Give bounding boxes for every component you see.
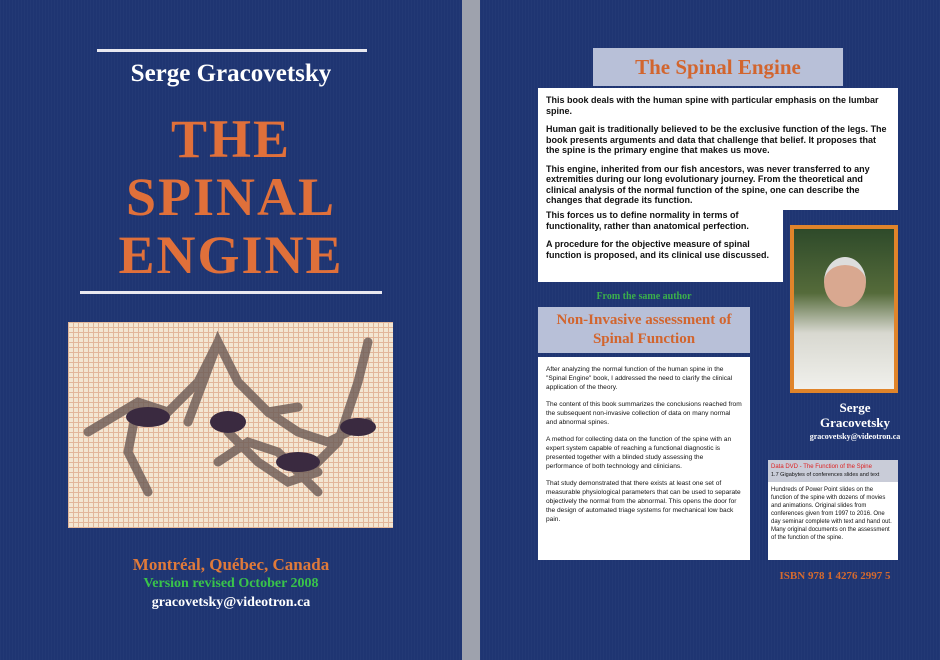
cover-version: Version revised October 2008 [143, 576, 319, 591]
title-line: ENGINE [118, 225, 344, 285]
divider [97, 49, 367, 52]
author-last: Gracovetsky [819, 415, 891, 430]
book2-paragraph: A method for collecting data on the function of the spine with an expert system capable of reaching a functional diagnostic is presented together with a blinded study assessing the performance of both technology and clinicians. [546, 436, 732, 470]
summary-box-lower [538, 208, 783, 282]
summary-paragraph: This forces us to define normality in terms of functionality, rather than anatomical perfection. [546, 210, 749, 231]
same-author-label: From the same author [596, 291, 692, 302]
dvd-text: Hundreds of Power Point slides on the function of the spine with dozens of movies and animations. Original slides from conferences given from 1997 to 2016. One day seminar complete with text and hand out. Many original documents on the assessment of the function of the spine. [771, 487, 892, 541]
gymnast-figures-image [68, 322, 393, 528]
summary-paragraph: A procedure for the objective measure of spinal function is proposed, and its clinical use discussed. [546, 239, 770, 260]
summary-paragraph: This book deals with the human spine with particular emphasis on the lumbar spine. [546, 95, 879, 116]
back-title: The Spinal Engine [593, 48, 843, 86]
author-photo [790, 225, 898, 393]
summary-paragraph: Human gait is traditionally believed to be the exclusive function of the legs. The book presents arguments and data that challenge that belief. It proposes that the spine is the primary engine that makes us move. [546, 124, 887, 155]
dvd-box [768, 460, 898, 560]
cover-email: gracovetsky@videotron.ca [151, 595, 311, 610]
author-first: Serge [839, 400, 871, 415]
title-line: SPINAL [125, 167, 337, 227]
dvd-title: Data DVD - The Function of the Spine [771, 464, 872, 470]
cover-location: Montréal, Québec, Canada [132, 555, 330, 574]
dvd-header [768, 460, 898, 482]
book2-box [538, 357, 750, 560]
summary-paragraph: This engine, inherited from our fish ancestors, was never transferred to any extremities during our long evolutionary journey. From the theoretical and clinical analysis of the normal function of the spine, one can describe the changes that degrade its function. [546, 163, 870, 205]
book-spine [462, 0, 480, 660]
front-cover [0, 0, 462, 660]
summary-box [538, 88, 898, 210]
title-line: THE [170, 109, 292, 169]
isbn: ISBN 978 1 4276 2997 5 [779, 570, 891, 582]
book2-paragraph: The content of this book summarizes the conclusions reached from the subsequent non-invasive collection of data on many normal and abnormal spines. [546, 401, 742, 426]
author-email: gracovetsky@videotron.ca [809, 432, 901, 441]
cover-author: Serge Gracovetsky [130, 60, 332, 87]
book2-paragraph: After analyzing the normal function of the human spine in the "Spinal Engine" book, I addressed the need to clarify the clinical application of the theory. [546, 366, 733, 391]
cover-illustration [68, 322, 393, 528]
book2-paragraph: That study demonstrated that there exists at least one set of measurable physiological parameters that can be used to separate objectively the normal from the abnormal. This opens the door for the design of automated triage systems for mechanical low back pain. [546, 480, 741, 523]
dvd-subtitle: 1.7 Gigabytes of conferences slides and text [771, 472, 880, 478]
divider [80, 291, 382, 294]
book2-title: Non-Invasive assessment of Spinal Function [538, 307, 750, 353]
